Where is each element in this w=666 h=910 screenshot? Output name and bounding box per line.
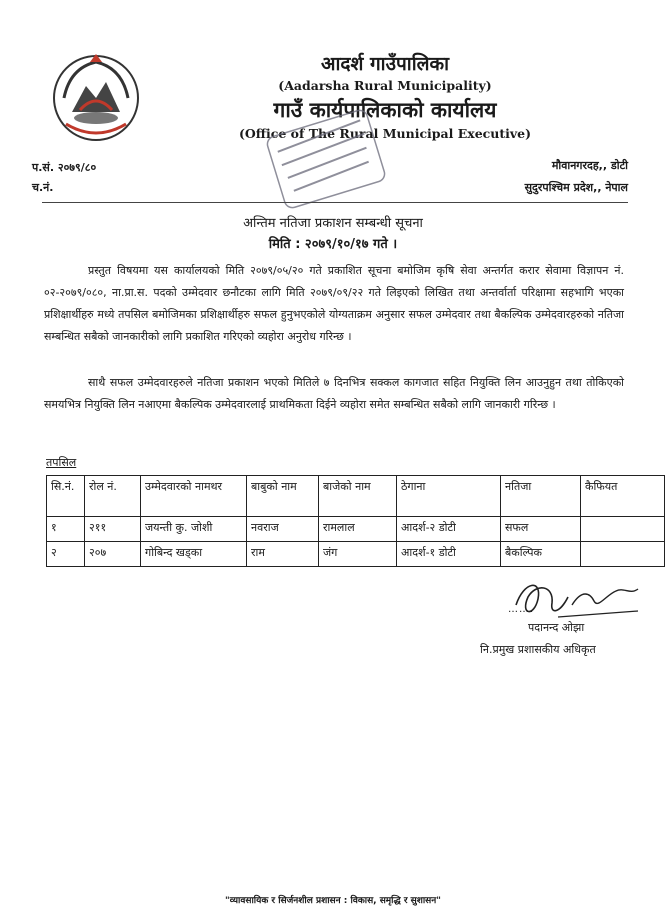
signature-scribble <box>498 575 648 625</box>
column-header: बाजेको नाम <box>319 476 397 517</box>
table-cell: बैकल्पिक <box>501 542 581 567</box>
table-cell: २ <box>47 542 85 567</box>
municipality-name-en: (Aadarsha Rural Municipality) <box>278 78 492 93</box>
reference-number: प.सं. २०७९/८० <box>32 161 97 174</box>
notice-paragraph-1: प्रस्तुत विषयमा यस कार्यालयको मिति २०७९/०५/२० गते प्रकाशित सूचना बमोजिम कृषि सेवा अन्तर्गत करार सेवामा विज्ञापन नं. ०२-२०७९/०८०, ना.प्रा.स. पदको उम्मेदवार छनौटका लागि मिति २०७९/०९/२२ गते लिइएको लिखित तथा अन्तर्वार्ता परिक्षामा सहभागि भएका प्रशिक्षार्थीहरु मध्ये तपसिल बमोजिमका प्रशिक्षार्थीहरु सफल हुनुभएकोले योग्यताक्रम अनुसार सफल उम्मेदवार तथा बैकल्पिक उम्मेदवारहरुको नतिजा सम्बन्धित सबैको जानकारीको लागि प्रकाशित गरिएको व्यहोरा अनुरोध गरिन्छ । <box>44 264 624 343</box>
table-cell: २११ <box>85 517 141 542</box>
notice-date: मिति : २०७९/१०/१७ गते । <box>268 237 398 252</box>
signature-dots: ……. <box>508 604 535 615</box>
notice-paragraph-2: साथै सफल उम्मेदवारहरुले नतिजा प्रकाशन भएको मितिले ७ दिनभित्र सक्कल कागजात सहित नियुक्ति लिन आउनुहुन तथा तोकिएको समयभित्र नियुक्ति लिन नआएमा बैकल्पिक उम्मेदवारलाई प्राथमिकता दिईने व्यहोरा समेत सम्बन्धित सबैको लागि जानकारी गरिन्छ । <box>44 376 624 411</box>
column-header: कैफियत <box>581 476 665 517</box>
column-header: बाबुको नाम <box>247 476 319 517</box>
table-cell: सफल <box>501 517 581 542</box>
table-cell: आदर्श-२ डोटी <box>397 517 501 542</box>
signatory-title: नि.प्रमुख प्रशासकीय अधिकृत <box>480 643 596 656</box>
column-header: ठेगाना <box>397 476 501 517</box>
table-row <box>47 517 665 542</box>
municipality-name-np: आदर्श गाउँपालिका <box>320 53 450 75</box>
table-cell: राम <box>247 542 319 567</box>
address-line-2: सुदुरपश्चिम प्रदेश,, नेपाल <box>524 181 628 194</box>
table-cell: १ <box>47 517 85 542</box>
nepal-emblem-icon <box>50 52 142 144</box>
schedule-label: तपसिल <box>46 456 77 469</box>
column-header: सि.नं. <box>47 476 85 517</box>
table-cell: २०७ <box>85 542 141 567</box>
table-cell: जंग <box>319 542 397 567</box>
table-cell: रामलाल <box>319 517 397 542</box>
column-header: रोल नं. <box>85 476 141 517</box>
table-cell: गोबिन्द खड्का <box>141 542 247 567</box>
column-header: नतिजा <box>501 476 581 517</box>
footer-motto: "व्यावसायिक र सिर्जनशील प्रशासन : विकास, समृद्धि र सुशासन" <box>225 896 441 906</box>
table-cell: जयन्ती कु. जोशी <box>141 517 247 542</box>
table-cell: आदर्श-१ डोटी <box>397 542 501 567</box>
table-cell: नवराज <box>247 517 319 542</box>
notice-title: अन्तिम नतिजा प्रकाशन सम्बन्धी सूचना <box>243 216 423 231</box>
office-name-np: गाउँ कार्यपालिकाको कार्यालय <box>273 98 497 122</box>
column-header: उम्मेदवारको नामथर <box>141 476 247 517</box>
results-table <box>46 475 665 567</box>
table-header-row <box>47 476 665 517</box>
table-cell <box>581 517 665 542</box>
office-name-en: (Office of The Rural Municipal Executive) <box>238 126 532 141</box>
table-row <box>47 542 665 567</box>
header-divider <box>42 202 628 203</box>
signatory-name: पदानन्द ओझा <box>528 621 585 634</box>
table-cell <box>581 542 665 567</box>
dispatch-number: च.नं. <box>32 181 54 194</box>
address-line-1: मौवानगरदह,, डोटी <box>551 159 628 172</box>
